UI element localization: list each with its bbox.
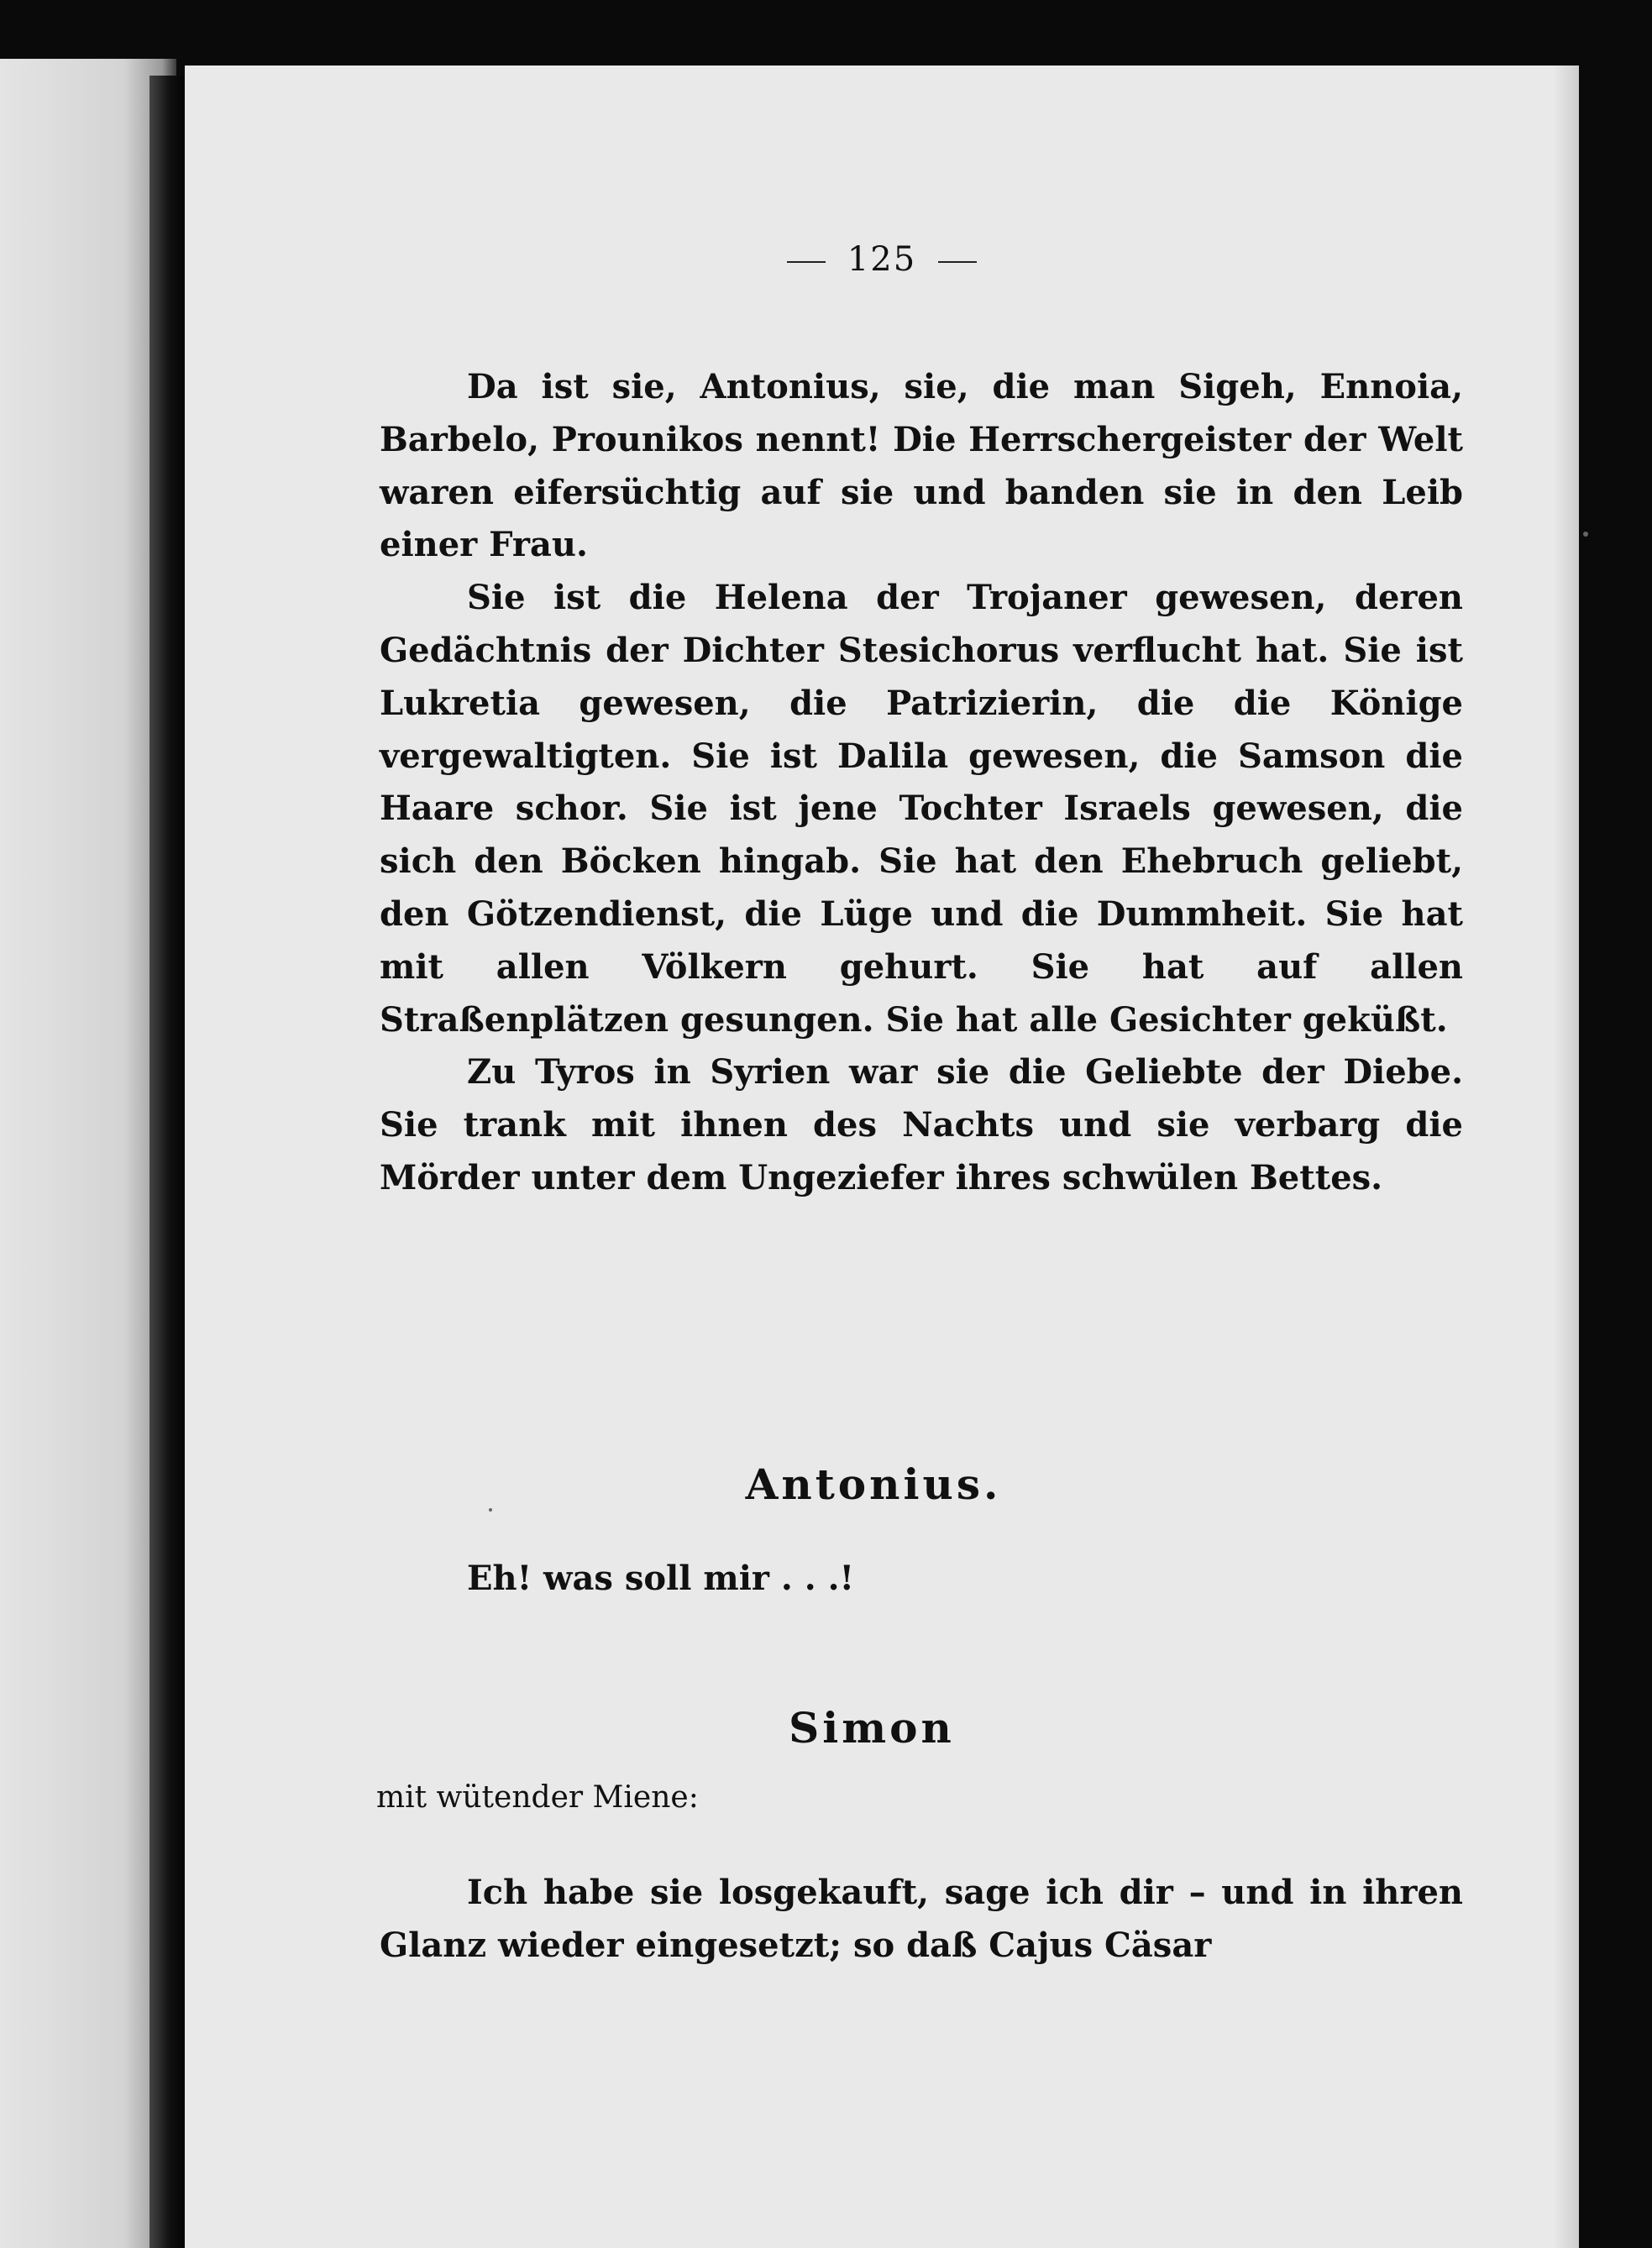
stage-direction: mit wütender Miene: (376, 1780, 699, 1815)
closing-paragraph: Ich habe sie losgekauft, sage ich dir – und in ihren Glanz wieder eingesetzt; so daß Cajus Cäsar (380, 1873, 1463, 1965)
speaker-heading-antonius: Antonius. (745, 1459, 1002, 1509)
speaker-heading-simon: Simon (789, 1703, 955, 1753)
book-page (185, 66, 1579, 2248)
paragraph-2: Sie ist die Helena der Trojaner gewesen, deren Gedächtnis der Dichter Stesichorus verflucht hat. Sie ist Lukretia gewesen, die Patrizierin, die die Könige vergewaltigten. Sie ist Dalila gewesen, die Samson die Haare schor. Sie ist jene Tochter Israels gewesen, die sich den Böcken hingab. Sie hat den Ehebruch geliebt, den Götzendienst, die Lüge und die Dummheit. Sie hat mit allen Völkern gehurt. Sie hat auf allen Straßenplätzen gesungen. Sie hat alle Gesichter geküßt. (380, 578, 1463, 1040)
scan-speck (1583, 532, 1588, 537)
page-number-text: 125 (847, 240, 917, 279)
antonius-reply: Eh! was soll mir . . .! (467, 1559, 855, 1598)
paragraph-1: Da ist sie, Antonius, sie, die man Sigeh, Ennoia, Barbelo, Prounikos nennt! Die Herrschergeister der Welt waren eifersüchtig auf sie und banden sie in den Leib einer Frau. (380, 367, 1463, 565)
page-number (185, 240, 1579, 279)
paragraph-3: Zu Tyros in Syrien war sie die Geliebte der Diebe. Sie trank mit ihnen des Nachts und sie verbarg die Mörder unter dem Ungeziefer ihres schwülen Bettes. (380, 1052, 1463, 1197)
page-number-dash-right (938, 261, 977, 263)
book-gutter-shadow (149, 76, 183, 2248)
closing-text-block (380, 1867, 1463, 1973)
page-number-dash-left (787, 261, 826, 263)
scan-speck (489, 1508, 492, 1512)
page-edge-shadow (1554, 66, 1579, 2248)
main-text-block (380, 361, 1463, 1205)
